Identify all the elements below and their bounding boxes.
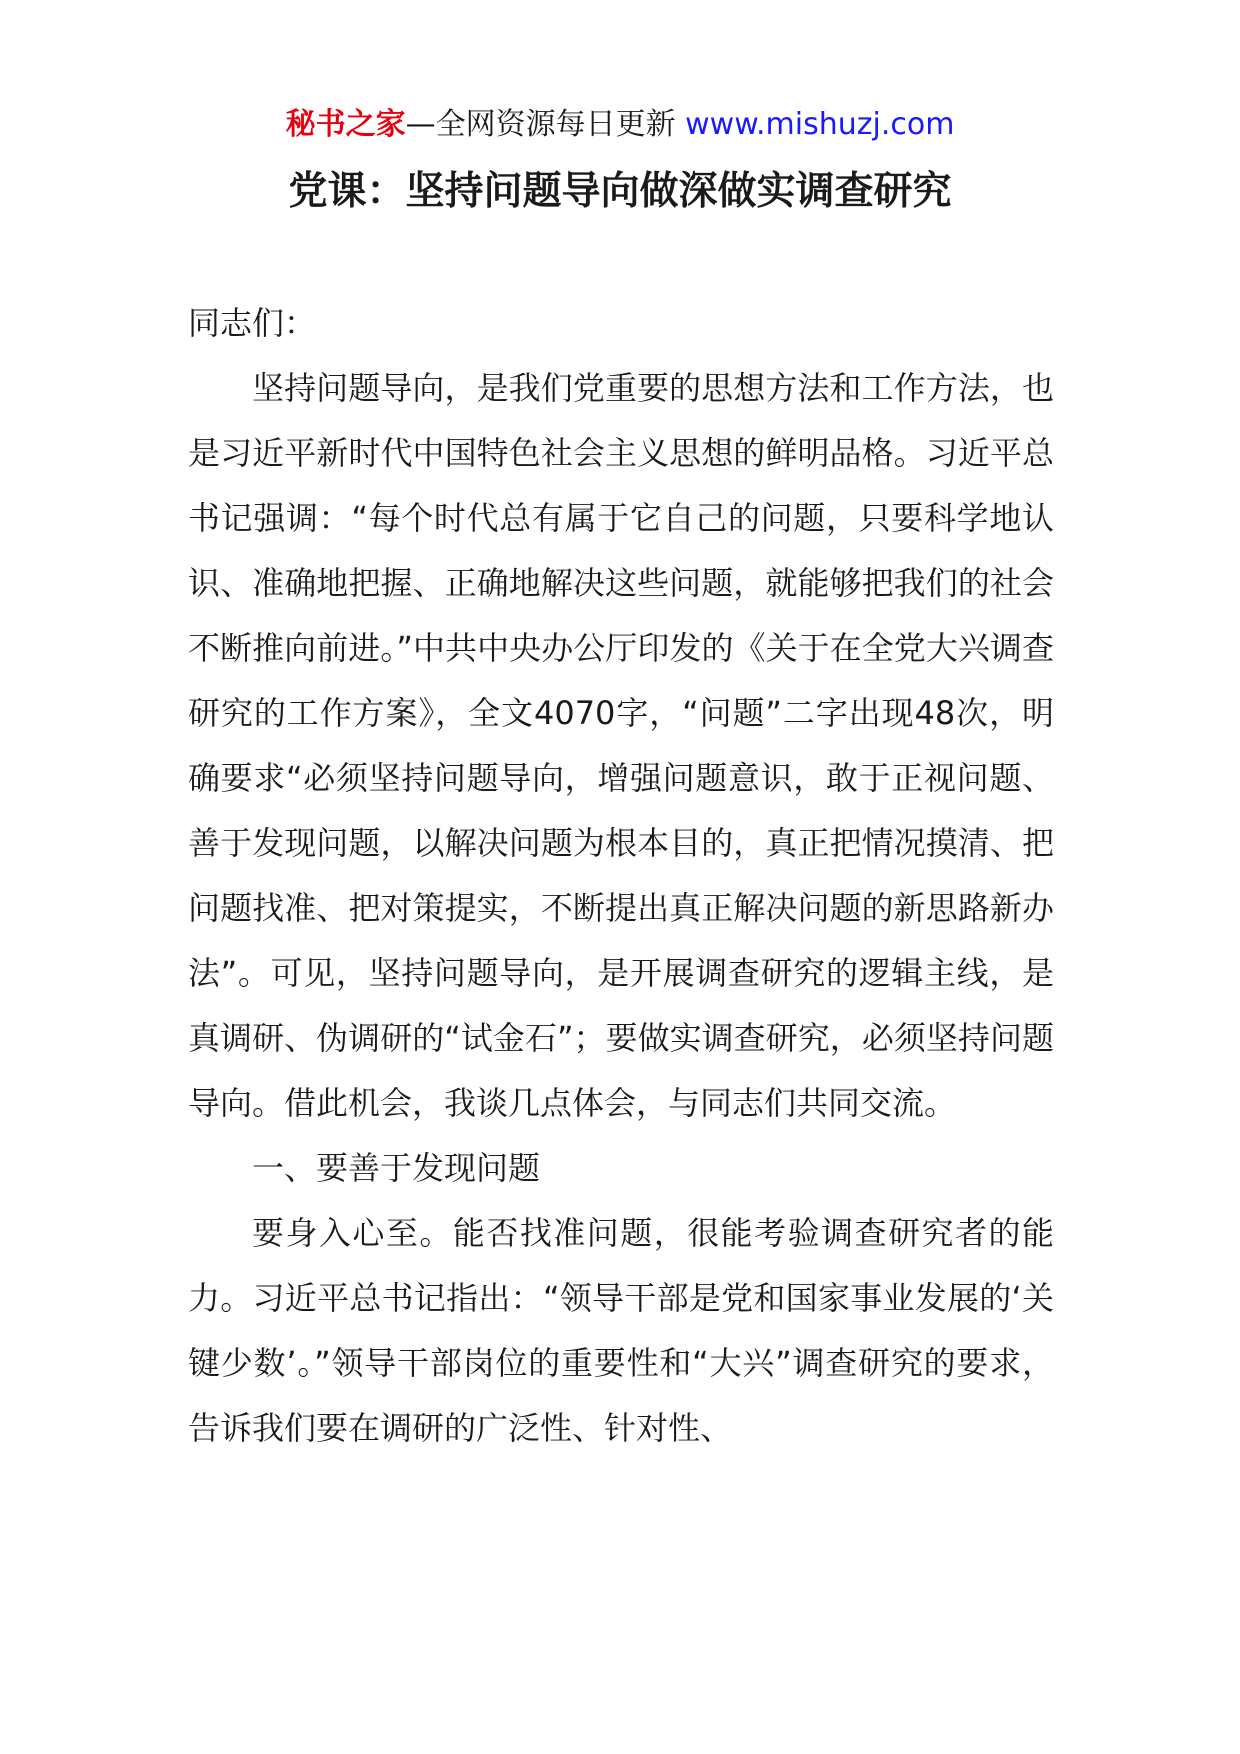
header-tagline: —全网资源每日更新 bbox=[405, 107, 686, 142]
paragraph: 坚持问题导向，是我们党重要的思想方法和工作方法，也是习近平新时代中国特色社会主义思想的鲜明品格。习近平总书记强调：“每个时代总有属于它自己的问题，只要科学地认识、准确地把握、正确地解决这些问题，就能够把我们的社会不断推向前进。”中共中央办公厅印发的《关于在全党大兴调查研究的工作方案》，全文4070字，“问题”二字出现48次，明确要求“必须坚持问题导向，增强问题意识，敢于正视问题、善于发现问题，以解决问题为根本目的，真正把情况摸清、把问题找准、把对策提实，不断提出真正解决问题的新思路新办法”。可见，坚持问题导向，是开展调查研究的逻辑主线，是真调研、伪调研的“试金石”；要做实调查研究，必须坚持问题导向。借此机会，我谈几点体会，与同志们共同交流。 bbox=[188, 369, 1054, 1122]
site-url-link[interactable]: www.mishuzj.com bbox=[685, 107, 955, 142]
section-heading: 一、要善于发现问题 bbox=[252, 1149, 541, 1187]
brand-name: 秘书之家 bbox=[285, 107, 406, 142]
document-title: 党课：坚持问题导向做深做实调查研究 bbox=[288, 169, 952, 214]
watermark-header bbox=[0, 100, 1240, 150]
salutation: 同志们： bbox=[188, 304, 317, 342]
document-body bbox=[188, 291, 1054, 1461]
paragraph: 要身入心至。能否找准问题，很能考验调查研究者的能力。习近平总书记指出：“领导干部是党和国家事业发展的‘关键少数’。”领导干部岗位的重要性和“大兴”调查研究的要求，告诉我们要在调研的广泛性、针对性、 bbox=[188, 1214, 1054, 1447]
